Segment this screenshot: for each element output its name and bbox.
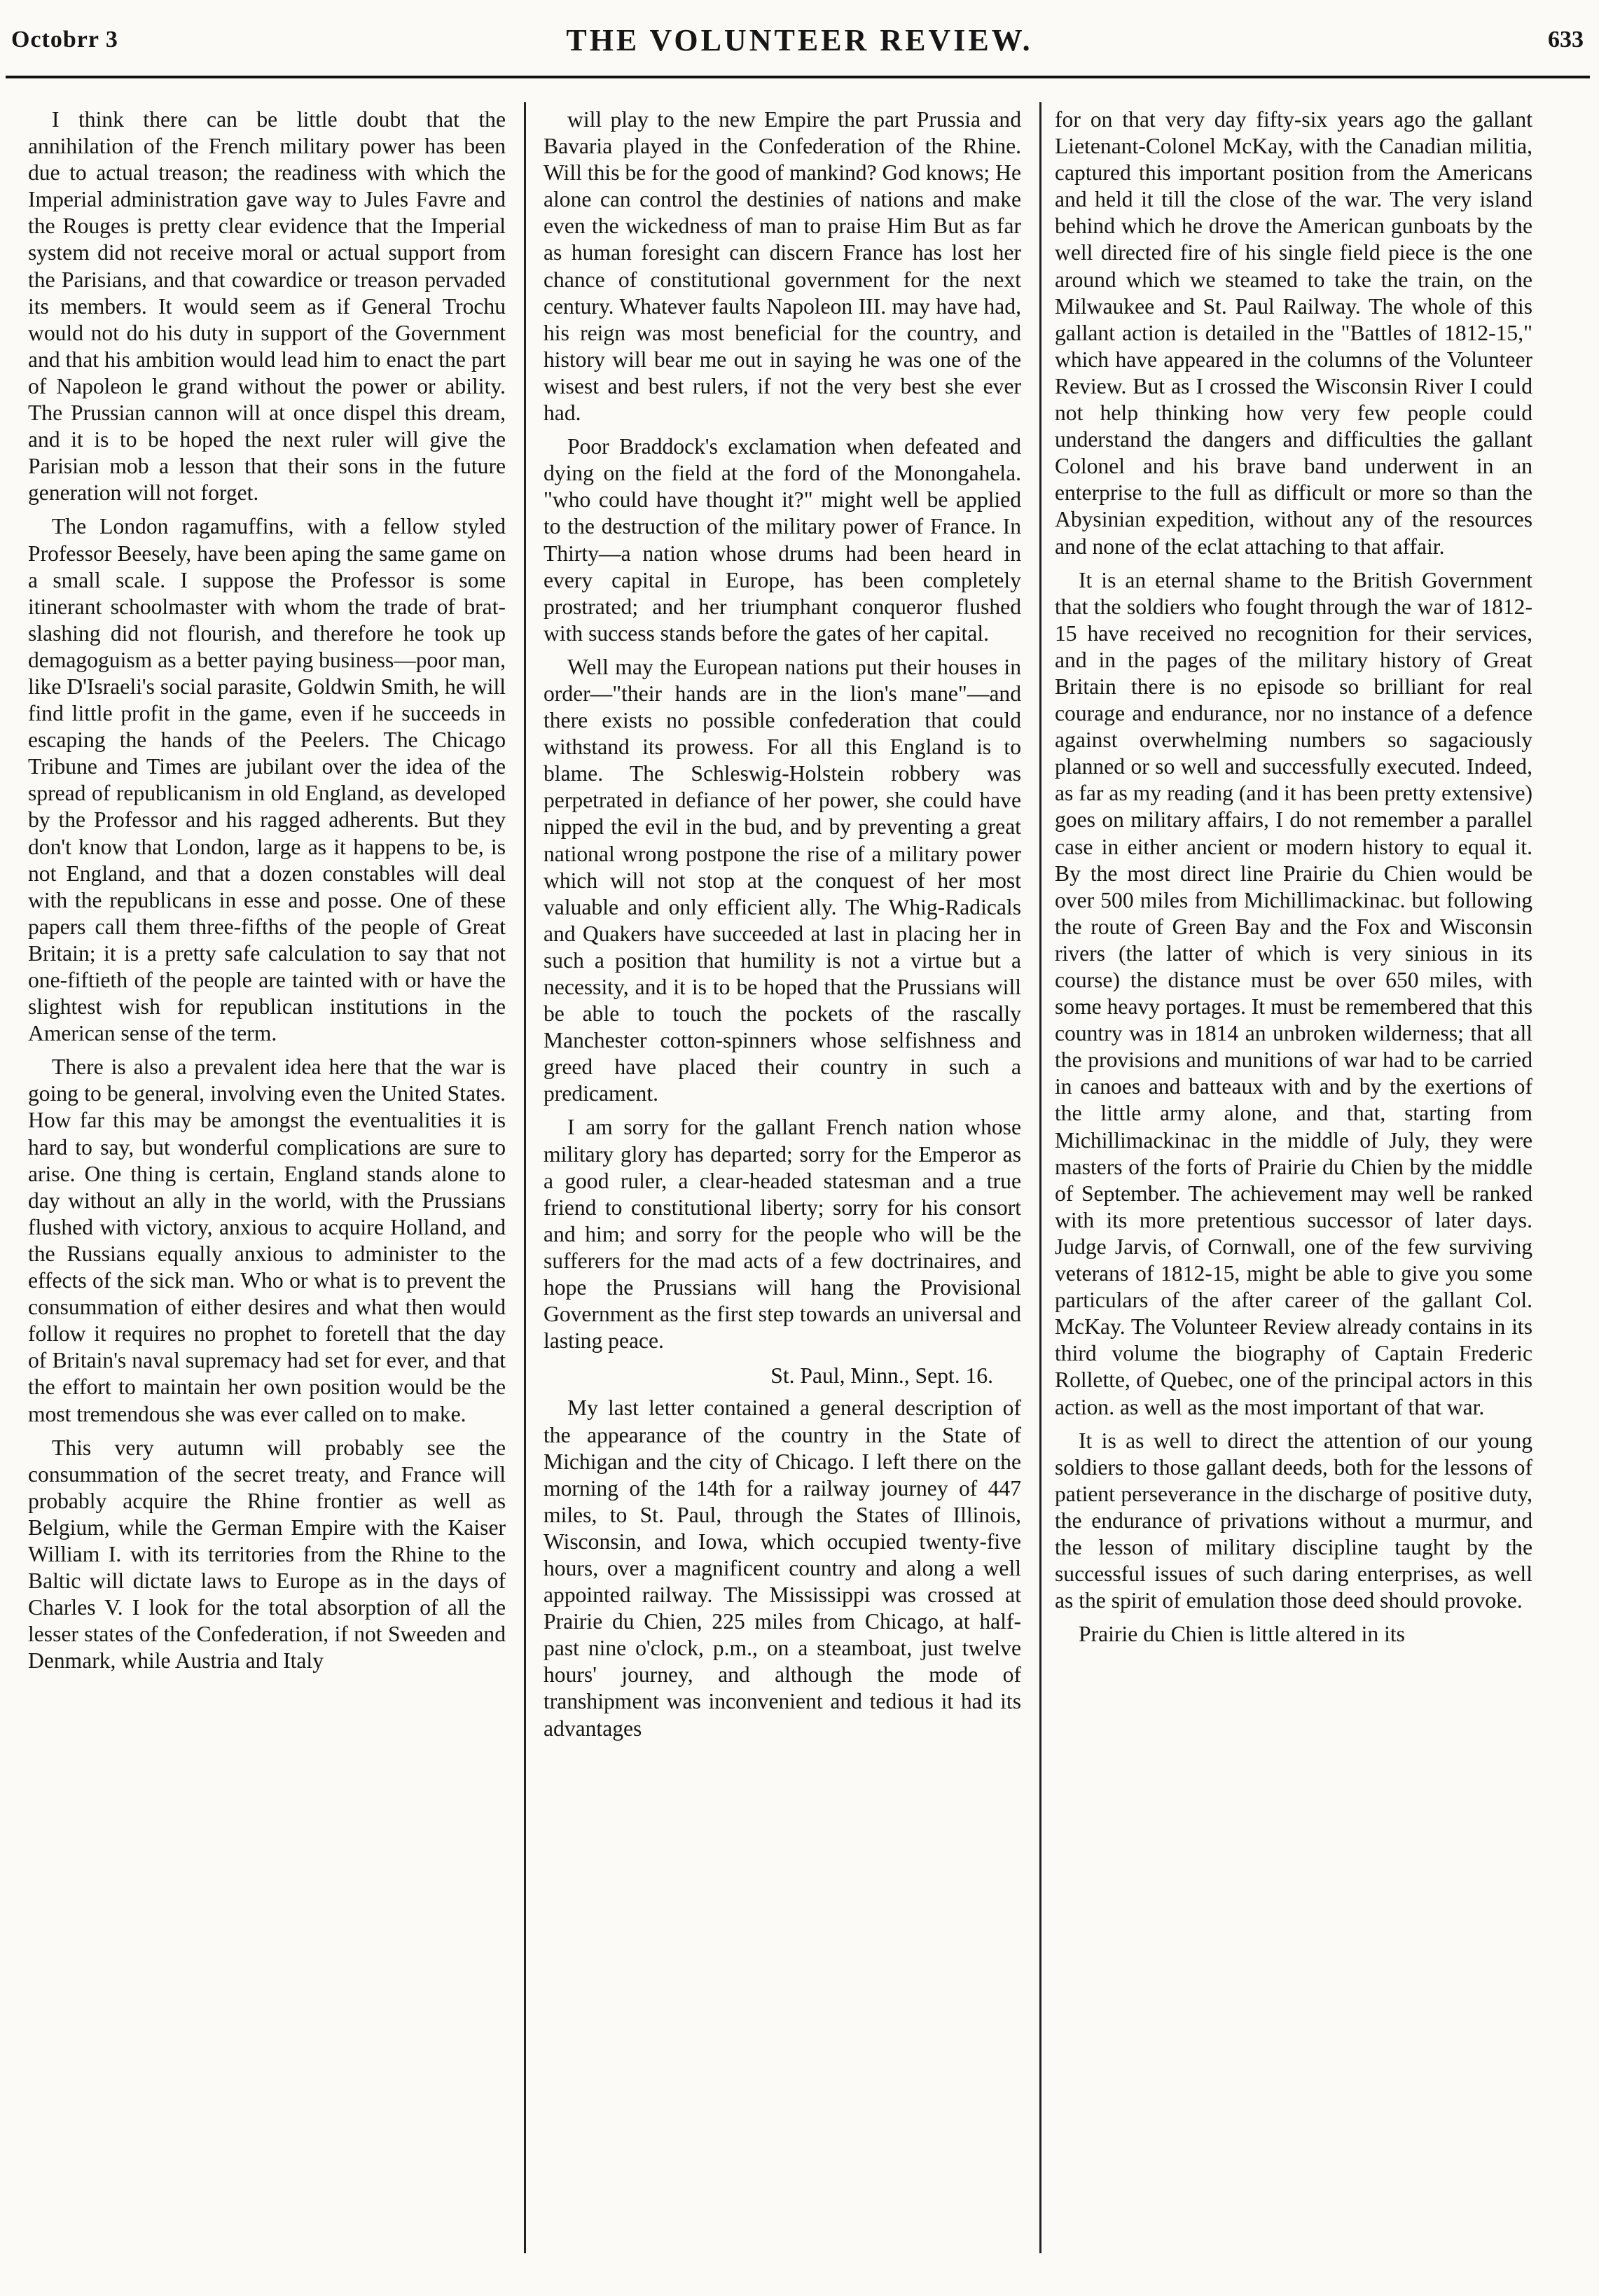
paragraph: Well may the European nations put their houses in order—"their hands are in the lion's mane"—and there exists no possible confederation that could withstand its prowess. For all this England is to blame. The Schleswig-Holstein robbery was perpetrated in defiance of her power, she could have nipped the evil in the bud, and by preventing a great national wrong postpone the rise of a military power which will not stop at the conquest of her most valuable and only efficient ally. The Whig-Radicals and Quakers have succeeded at last in placing her in such a position that humility is not a virtue but a necessity, and it is to be hoped that the Prussians will be able to touch the pockets of the rascally Manchester cotton-spinners whose selfishness and greed have placed their country in such a predicament.	[544, 654, 1021, 1106]
paragraph: There is also a prevalent idea here that the war is going to be general, involving even the United States. How far this may be amongst the eventualities it is hard to say, but wonderful complications are sure to arise. One thing is certain, England stands alone to day without an ally in the world, with the Prussians flushed with victory, anxious to acquire Holland, and the Russians equally anxious to administer to the effects of the sick man. Who or what is to prevent the consummation of either desires and what then would follow it requires no prophet to foretell that the day of Britain's naval supremacy had set for ever, and that the effort to maintain her own position would be the most tremendous she was ever called on to make.	[28, 1055, 506, 1426]
article-column-3	[1055, 106, 1532, 1648]
dateline: St. Paul, Minn., Sept. 16.	[770, 1363, 993, 1389]
column-divider	[1039, 102, 1041, 2253]
paragraph: will play to the new Empire the part Prussia and Bavaria played in the Confederation of the Rhine. Will this be for the good of mankind? God knows; He alone can control the destinies of nations and make even the wickedness of man to praise Him But as far as human foresight can discern France has lost her chance of constitutional government for the next century. Whatever faults Napoleon III. may have had, his reign was most beneficial for the country, and history will bear me out in saying he was one of the wisest and best rulers, if not the very best she ever had.	[544, 107, 1021, 426]
article-column-1	[28, 106, 506, 1674]
paragraph: It is as well to direct the attention of our young soldiers to those gallant deeds, both for the lessons of patient perseverance in the discharge of positive duty, the endurance of privations without a murmur, and the lesson of military discipline taught by the successful issues of such daring enterprises, as well as the spirit of emulation those deed should provoke.	[1055, 1428, 1532, 1613]
column-divider	[524, 102, 526, 2253]
paragraph: I am sorry for the gallant French nation whose military glory has departed; sorry for the Emperor as a good ruler, a clear-headed statesman and a true friend to constitutional liberty; sorry for his consort and him; and sorry for the people who will be the sufferers for the mad acts of a few doctrinaires, and hope the Prussians will hang the Provisional Government as the first step towards an universal and lasting peace.	[544, 1115, 1021, 1354]
page-header	[0, 21, 1599, 70]
paragraph: Poor Braddock's exclamation when defeated and dying on the field at the ford of the Monongahela. "who could have thought it?" might well be applied to the destruction of the military power of France. In Thirty—a nation whose drums had been heard in every capital in Europe, has been completely prostrated; and her triumphant conqueror flushed with success stands before the gates of her capital.	[544, 434, 1021, 646]
publication-title: THE VOLUNTEER REVIEW.	[566, 23, 1033, 57]
header-rule	[6, 76, 1590, 78]
paragraph: for on that very day fifty-six years ago the gallant Lietenant-Colonel McKay, with the Canadian militia, captured this important position from the Americans and held it till the close of the war. The very island behind which he drove the American gunboats by the well directed fire of his single field piece is the one around which we steamed to take the train, on the Milwaukee and St. Paul Railway. The whole of this gallant action is detailed in the "Battles of 1812-15," which have appeared in the columns of the Volunteer Review. But as I crossed the Wisconsin River I could not help thinking how very few people could understand the dangers and difficulties the gallant Colonel and his brave band underwent in an enterprise to the full as difficult or more so than the Abysinian expedition, without any of the resources and none of the eclat attaching to that affair.	[1055, 107, 1532, 559]
paragraph: Prairie du Chien is little altered in its	[1079, 1622, 1405, 1647]
article-column-2	[544, 106, 1021, 1742]
paragraph: It is an eternal shame to the British Government that the soldiers who fought through the war of 1812-15 have received no recognition for their services, and in the pages of the military history of Great Britain there is no episode so brilliant for real courage and endurance, nor no instance of a defence against overwhelming numbers so sagaciously planned or so well and successfully executed. Indeed, as far as my reading (and it has been pretty extensive) goes on military affairs, I do not remember a parallel case in either ancient or modern history to equal it. By the most direct line Prairie du Chien would be over 500 miles from Michillimackinac. but following the route of Green Bay and the Fox and Wisconsin rivers (the latter of which is very sinious in its course) the distance must be over 650 miles, with some heavy portages. It must be remembered that this country was in 1814 an unbroken wilderness; that all the provisions and munitions of war had to be carried in canoes and batteaux with and by the exertions of the little army alone, and that, starting from Michillimackinac in the middle of July, they were masters of the forts of Prairie du Chien by the middle of September. The achievement may well be ranked with its more pretentious successor of later days. Judge Jarvis, of Cornwall, one of the few surviving veterans of 1812-15, might be able to give you some particulars of the after career of the gallant Col. McKay. The Volunteer Review already contains in its third volume the biography of Captain Frederic Rollette, of Quebec, one of the principal actors in this action. as well as the most important of that war.	[1055, 567, 1532, 1419]
paragraph: The London ragamuffins, with a fellow styled Professor Beesely, have been aping the same game on a small scale. I suppose the Professor is some itinerant schoolmaster with whom the trade of brat-slashing did not flourish, and therefore he took up demagoguism as a better paying business—poor man, like D'Israeli's social parasite, Goldwin Smith, he will find little profit in the game, even if he succeeds in escaping the hands of the Peelers. The Chicago Tribune and Times are jubilant over the idea of the spread of republicanism in old England, as developed by the Professor and his ragged adherents. But they don't know that London, large as it happens to be, is not England, and that a dozen constables will deal with the republicans in esse and posse. One of these papers call them three-fifths of the people of Great Britain; it is a pretty safe calculation to say that not one-fiftieth of the people are tainted with or have the slightest wish for republican institutions in the American sense of the term.	[28, 514, 506, 1046]
paragraph: I think there can be little doubt that the annihilation of the French military power has been due to actual treason; the readiness with which the Imperial administration gave way to Jules Favre and the Rouges is pretty clear evidence that the Imperial system did not receive moral or actual support from the Parisians, and that cowardice or treason pervaded its members. It would seem as if General Trochu would not do his duty in support of the Government and that his ambition would lead him to enact the part of Napoleon le grand without the power or ability. The Prussian cannon will at once dispel this dream, and it is to be hoped the next ruler will give the Parisian mob a lesson that their sons in the future generation will not forget.	[28, 107, 506, 506]
paragraph: This very autumn will probably see the consummation of the secret treaty, and France will probably acquire the Rhine frontier as well as Belgium, while the German Empire with the Kaiser William I. with its territories from the Rhine to the Baltic will dictate laws to Europe as in the days of Charles V. I look for the total absorption of all the lesser states of the Confederation, if not Sweeden and Denmark, while Austria and Italy	[28, 1435, 506, 1674]
paragraph: My last letter contained a general description of the appearance of the country in the State of Michigan and the city of Chicago. I left there on the morning of the 14th for a railway journey of 447 miles, to St. Paul, through the States of Illinois, Wisconsin, and Iowa, which occupied twenty-five hours, over a magnificent country and along a well appointed railway. The Mississippi was crossed at Prairie du Chien, 225 miles from Chicago, at half-past nine o'clock, p.m., on a steamboat, just twelve hours' journey, and although the mode of transhipment was inconvenient and tedious it had its advantages	[544, 1396, 1021, 1741]
page-number: 633	[1548, 27, 1584, 53]
issue-date: Octobrr 3	[11, 27, 118, 53]
